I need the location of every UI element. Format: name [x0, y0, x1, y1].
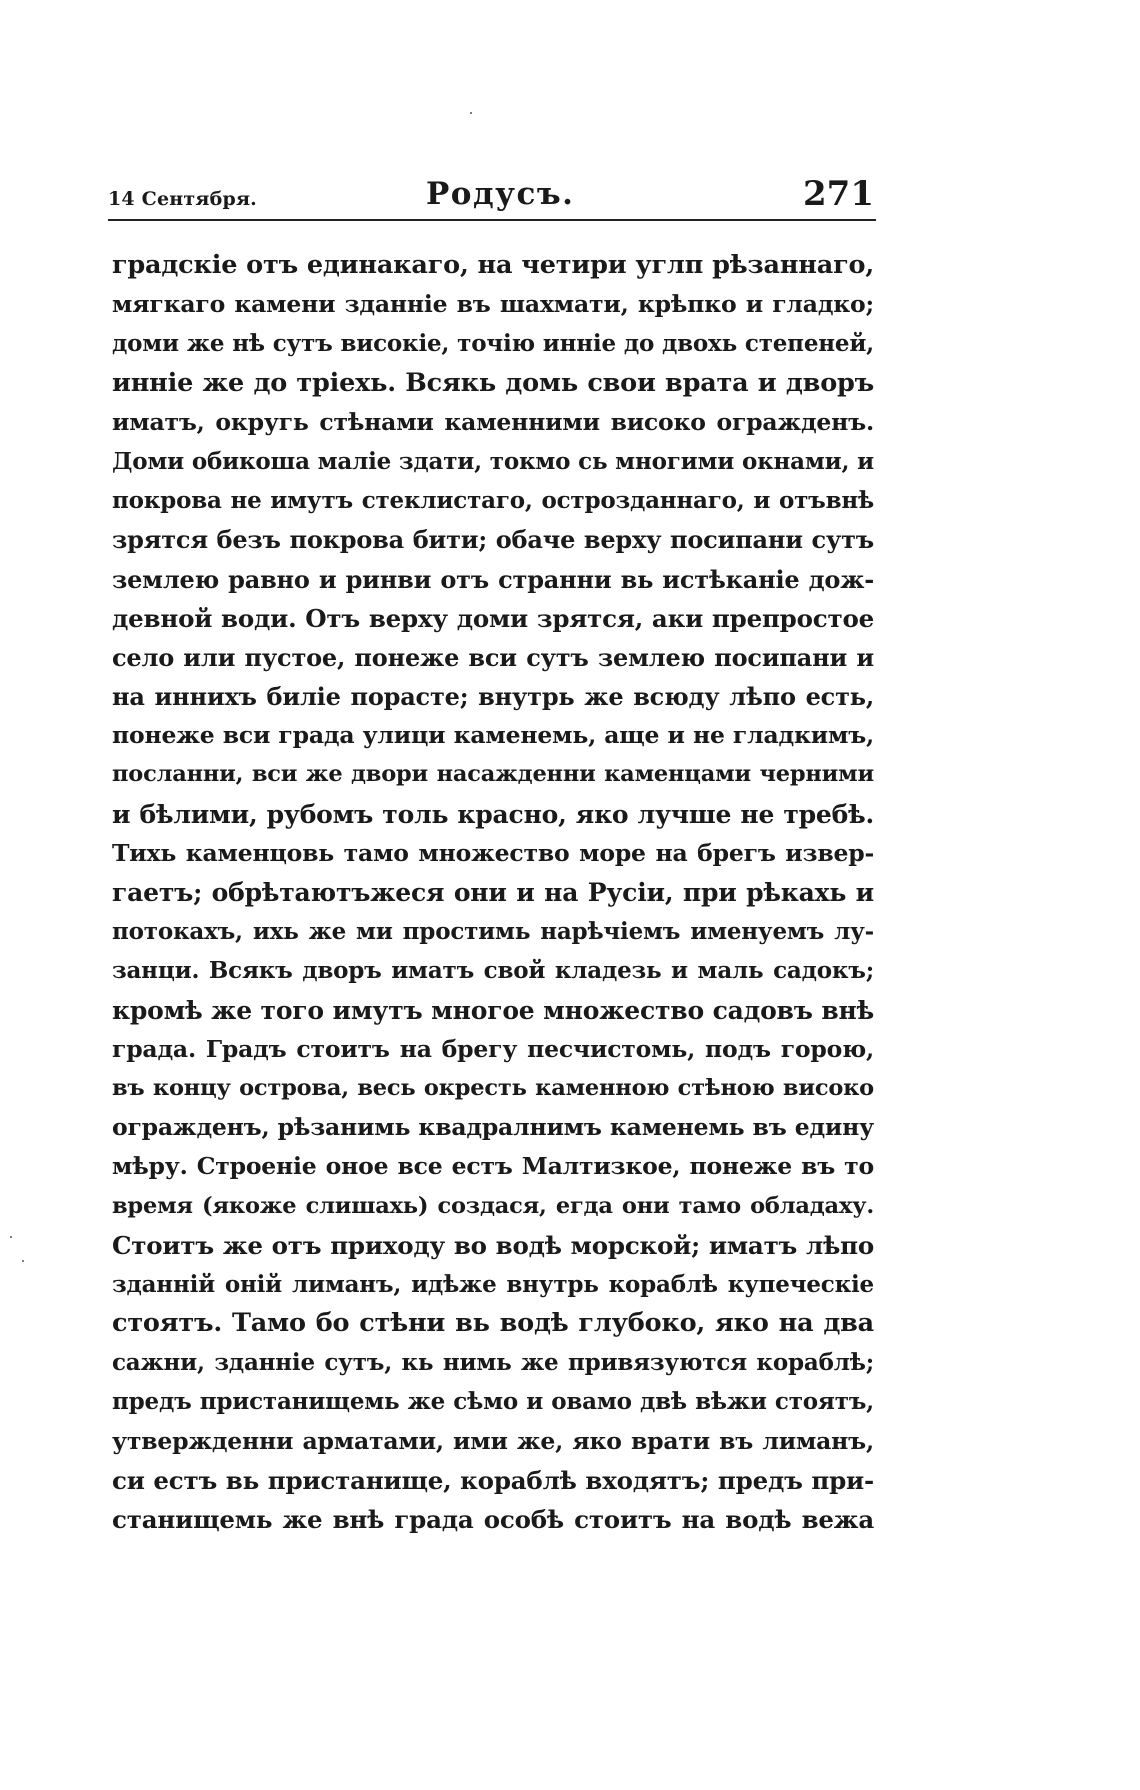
- text-line: мѣру. Строеніе оное все естъ Малтизкое, понеже въ то: [112, 1152, 874, 1181]
- text-line: время (якоже слишахь) создася, егда они тамо обладаху.: [112, 1192, 874, 1219]
- text-line: Тихь каменцовь тамо множество море на брегъ извер-: [112, 838, 874, 867]
- text-line: въ концу острова, весь окресть каменною стѣною високо: [112, 1074, 874, 1101]
- text-line: покрова не имутъ стеклистаго, острозданнаго, и отъвнѣ: [112, 487, 874, 515]
- text-line: станищемь же внѣ града особѣ стоитъ на водѣ вежа: [112, 1505, 874, 1534]
- header-rule: [108, 219, 876, 221]
- text-line: предъ пристанищемь же сѣмо и овамо двѣ вѣжи стоятъ,: [112, 1388, 874, 1416]
- text-line: девной води. Отъ верху доми зрятся, аки препростое: [112, 603, 874, 633]
- text-line: Стоитъ же отъ приходу во водѣ морской; иматъ лѣпо: [112, 1230, 874, 1260]
- page-number: 271: [803, 174, 874, 214]
- text-line: и бѣлими, рубомъ толь красно, яко лучше не требѣ.: [112, 799, 874, 829]
- text-line: утвержденни арматами, ими же, яко врати въ лиманъ,: [112, 1426, 874, 1455]
- text-line: понеже вси града улици каменемь, аще и не гладкимъ,: [112, 721, 874, 750]
- text-line: на иннихъ биліе порасте; внутрь же всюду лѣпо есть,: [112, 682, 874, 712]
- text-line: инніе же до тріехь. Всякь домь свои врата и дворъ: [112, 367, 874, 398]
- text-line: доми же нѣ сутъ високіе, точію инніе до двохь степеней,: [112, 330, 874, 358]
- text-line: града. Градъ стоитъ на брегу песчистомь, подъ горою,: [112, 1034, 874, 1063]
- text-line: село или пустое, понеже вси сутъ землею посипани и: [112, 642, 874, 672]
- text-line: стоятъ. Тамо бо стѣни вь водѣ глубоко, яко на два: [112, 1308, 874, 1339]
- text-line: потокахъ, ихь же ми простимь нарѣчіемъ именуемъ лу-: [112, 918, 874, 946]
- header-title: Родусъ.: [426, 176, 575, 212]
- text-line: посланни, вси же двори насажденни каменцами черними: [112, 761, 874, 788]
- text-line: землею равно и ринви отъ странни вь истѣканіе дож-: [112, 564, 874, 594]
- text-line: си естъ вь пристанище, кораблѣ входятъ; предъ при-: [112, 1465, 874, 1495]
- text-line: гаетъ; обрѣтаютъжеся они и на Русіи, при рѣкахь и: [112, 878, 874, 907]
- header-date: 14 Сентября.: [108, 188, 257, 210]
- print-speck: [10, 1236, 12, 1238]
- text-line: огражденъ, рѣзанимь квадралнимъ каменемь въ едину: [112, 1113, 874, 1142]
- print-speck: [470, 112, 472, 114]
- print-speck: [22, 1260, 24, 1262]
- text-line: зрятся безъ покрова бити; обаче верху посипани сутъ: [112, 525, 874, 555]
- text-line: сажни, зданніе сутъ, кь нимь же привязуются кораблѣ;: [112, 1349, 874, 1377]
- body-text: [112, 246, 874, 1539]
- text-line: мягкаго камени зданніе въ шахмати, крѣпко и гладко;: [112, 290, 874, 319]
- running-header: [108, 170, 876, 218]
- text-line: Доми обикоша маліе здати, токмо сь многими окнами, и: [112, 447, 874, 475]
- text-line: градскіе отъ единакаго, на четири углп рѣзаннаго,: [112, 250, 874, 280]
- text-line: кромѣ же того имутъ многое множество садовъ внѣ: [112, 995, 874, 1025]
- text-line: зданній оній лиманъ, идѣже внутрь кораблѣ купеческіе: [112, 1270, 874, 1298]
- text-line: иматъ, округь стѣнами каменними високо огражденъ.: [112, 407, 874, 436]
- text-line: занци. Всякъ дворъ иматъ свой кладезь и маль садокъ;: [112, 957, 874, 985]
